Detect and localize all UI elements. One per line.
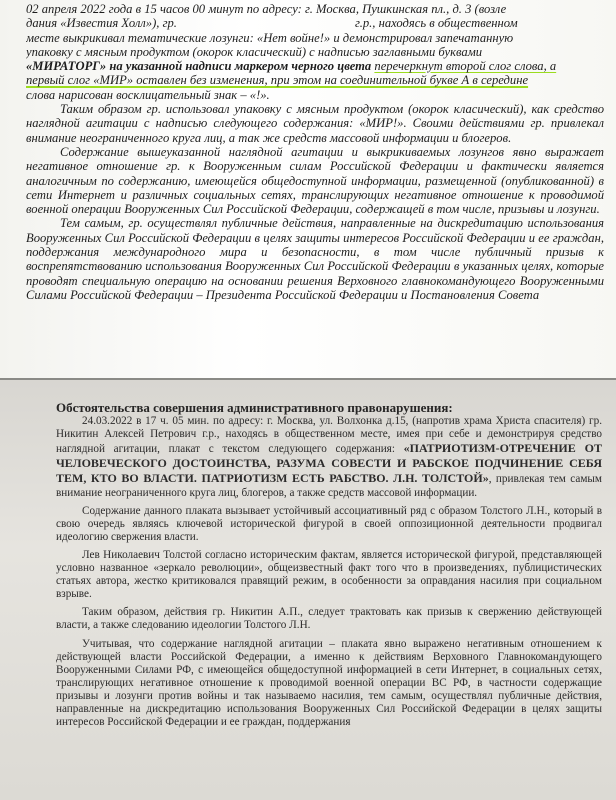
paragraph-2: Содержание данного плаката вызывает устойчивый ассоциативный ряд с образом Толстого Л.Н., который в свою очередь являясь ключевой исторической фигурой в своей оппозиционной деятельности продвигал идеологию свержения власти. xyxy=(56,504,602,543)
paragraph-1 xyxy=(56,415,602,500)
text-line xyxy=(26,59,604,73)
text-fragment: , привлекая тем самым внимание неограниченного круга лиц, блогеров, а также средств массовой информации. xyxy=(56,473,602,499)
text-line: месте выкрикивал тематические лозунги: «Нет войне!» и демонстрировал запечатанную xyxy=(26,30,514,45)
paragraph-2: Таким образом гр. использовал упаковку с мясным продуктом (окорок класический), как средство наглядной агитации с надписью следующего содержания: «МИР!». Своими действиями гр. привлекал внимание неограниченного круга лиц, а так же средств массовой информации и блогеров. xyxy=(26,102,604,145)
paragraph-4: Таким образом, действия гр. Никитин А.П., следует трактовать как призыв к свержению действующей власти, а также следованию идеологии Толстого Л.Н. xyxy=(56,606,602,632)
paragraph-4: Тем самым, гр. осуществлял публичные действия, направленные на дискредитацию использования Вооруженных Сил Российской Федерации в целях защиты интересов Российской Федерации и ее граждан, поддержания международного мира и безопасности, в том числе публичный призыв к воспрепятствованию использования Вооруженных Сил Российской Федерации в указанных целях, которые проводят специальную операцию на основании решения Верховного главнокомандующего Вооруженными Силами Российской Федерации – Президента Российской Федерации и Постановления Совета xyxy=(26,216,604,302)
text-line xyxy=(26,16,604,30)
paragraph-5: Учитывая, что содержание наглядной агитации – плаката явно выражено негативным отношением к действующей власти Российской Федерации, а именно к действиям Верховного Главнокомандующего Вооруженными Силами РФ, с имеющейся общедоступной информацией в сети Интернет, в социальных сетях, транслирующих негативное отношение к проводимой военной операции ВС РФ, в частности содержащие призывы и лозунги против войны и так называемо насилия, тем самым, осуществлял публичные действия, направленные на дискредитацию использования Вооруженных Сил Российской Федерации в целях защиты интересов Российской Федерации и ее граждан, поддержания xyxy=(56,637,602,729)
highlighted-text: первый слог «МИР» оставлен без изменения, при этом на соединительной букве А в середине xyxy=(26,73,529,88)
text-fragment: 24.03.2022 в 17 ч. 05 мин. по адресу: г. Москва, ул. Волхонка д.15, (напротив храма Христа спасителя) гр. Никитин Алексей Петрович г.р., находясь в общественном месте, имея при себе и демонстрируя средство наглядной агитации, плакат с текстом следующего содержания: xyxy=(56,415,602,456)
text-line: упаковку с мясным продуктом (окорок класический) с надписью заглавными буквами xyxy=(26,44,483,59)
protocol-excerpt-2 xyxy=(0,380,616,800)
paragraph-1 xyxy=(26,2,604,102)
protocol-excerpt-1 xyxy=(0,0,616,378)
paragraph-3: Лев Николаевич Толстой согласно историческим фактам, является исторической фигурой, представляющей условно названное «зеркало революции», общеизвестный факт того что в произведениях, публицистических статьях автора, жестко критиковался правящий режим, в особенности за оправдания насилия при социальном взрыве. xyxy=(56,548,602,601)
paragraph-3: Содержание вышеуказанной наглядной агитации и выкрикиваемых лозунгов явно выражает негативное отношение гр. к Вооруженным силам Российской Федерации и фактически является аналогичным по содержанию, имеющейся общедоступной информации, размещенной (опубликованной) в сети Интернет и различных социальных сетях, транслирующих негативное отношение к проводимой военной операции Вооруженных Сил Российской Федерации, содержащей в том числе, призывы и лозунги. xyxy=(26,144,604,217)
text-line: 02 апреля 2022 года в 15 часов 00 минут по адресу: г. Москва, Пушкинская пл., д. 3 (возле xyxy=(26,2,507,16)
highlighted-text: перечеркнут второй слог слова, а xyxy=(374,59,557,74)
text-fragment: дания «Известия Холл»), гр. xyxy=(26,16,177,31)
text-fragment: «МИРАТОРГ» на указанной надписи маркером черного цвета xyxy=(26,59,375,74)
text-line: слова нарисован восклицательный знак – «!». xyxy=(26,87,270,102)
text-fragment: г.р., находясь в общественном xyxy=(354,16,518,31)
section-heading: Обстоятельства совершения административного правонарушения: xyxy=(56,400,453,415)
poster-slogan: «ПАТРИОТИЗМ-ОТРЕЧЕНИЕ ОТ ЧЕЛОВЕЧЕСКОГО ДОСТОИНСТВА, РАЗУМА СОВЕСТИ И РАБСКОЕ ПОДЧИНЕНИЕ СЕБЯ ТЕМ, КТО ВО ВЛАСТИ. ПАТРИОТИЗМ ЕСТЬ РАБСТВО. Л.Н. ТОЛСТОЙ» xyxy=(56,441,603,486)
